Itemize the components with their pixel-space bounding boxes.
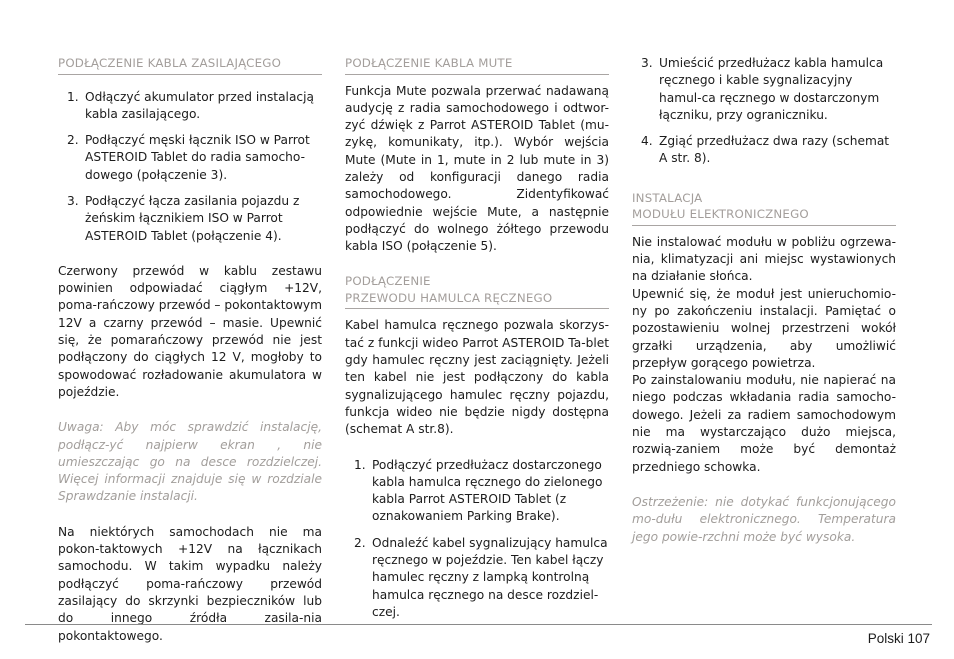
heading-mute-cable-text: PODŁĄCZENIE KABLA MUTE [345, 56, 513, 70]
list-item [632, 55, 896, 124]
heading-mute-cable [345, 55, 609, 75]
step-text: Podłączyć męski łącznik ISO w Parrot ASTEROID Tablet do radia samocho-dowego (połączenie 3). [85, 133, 310, 182]
step-number: 4. [641, 134, 653, 149]
mute-paragraph: Funkcja Mute pozwala przerwać nadawaną audycję z radia samochodowego i odtwor-zyć dźwięk z Parrot ASTEROID Tablet (mu-zykę, komunikaty, itp.). Wybór wejścia Mute (Mute in 1, mute in 2 lub mute in 3) zależy od konfiguracji danego radia samochodowego. Zidentyfikować odpowiednie wejście Mute, a następnie podłączyć do wolnego żółtego przewodu kabla ISO (połączenie 5). [345, 83, 609, 254]
handbrake-steps [345, 457, 609, 622]
step-text: Zgiąć przedłużacz dwa razy (schemat A str. 8). [659, 134, 890, 166]
heading-module-line1: INSTALACJA [632, 190, 703, 205]
module-pressure-paragraph: Po zainstalowaniu modułu, nie napierać na niego podczas wkładania radia samocho-dowego. Jeżeli za radiem samochodowym nie ma wystarczająco dużo miejsca, rozwią-zaniem może być demontaż przedniego schowka. [632, 373, 896, 474]
step-number: 2. [354, 535, 366, 550]
handbrake-paragraph: Kabel hamulca ręcznego pozwala skorzys-tać z funkcji wideo Parrot ASTEROID Ta-blet gdy hamulec ręczny jest zaciągnięty. Jeżeli ten kabel nie jest podłączony do kabla sygnalizującego hamulec ręczny pojazdu, funkcja wideo nie będzie nigdy dostępna (schemat A str.8). [345, 318, 609, 437]
step-number: 1. [354, 457, 366, 472]
heading-handbrake-line1: PODŁĄCZENIE [345, 274, 431, 289]
footer-divider [25, 624, 932, 625]
column-left [58, 55, 322, 645]
step-number: 2. [67, 133, 79, 148]
step-text: Podłączyć łącza zasilania pojazdu z żeńskim łącznikiem ISO w Parrot ASTEROID Tablet (połączenie 4). [85, 193, 300, 243]
list-item [58, 132, 322, 184]
module-warning-note: Ostrzeżenie: nie dotykać funkcjonującego mo-dułu elektronicznego. Temperatura jego powie-rzchni może być wysoka. [632, 494, 896, 544]
list-item [345, 535, 609, 621]
heading-module-install [632, 190, 896, 226]
ignition-paragraph: Na niektórych samochodach nie ma pokon-taktowych +12V na łącznikach samochodu. W takim wypadku należy podłączyć poma-rańczowy przewód zasilający do skrzynki bezpieczników lub do innego źródła zasila-nia pokontaktowego. [58, 524, 322, 643]
list-item [345, 457, 609, 526]
power-wire-paragraph: Czerwony przewód w kablu zestawu powinien odpowiadać ciągłym +12V, poma-rańczowy przewód – pokontaktowym 12V a czarny przewód – masie. Upewnić się, że pomarańczowy przewód nie jest podłączony do ciągłych 12 V, mogłoby to spowodować rozładowanie akumulatora w pojeździe. [58, 263, 322, 399]
list-item [58, 193, 322, 245]
heading-handbrake-line2: PRZEWODU HAMULCA RĘCZNEGO [345, 290, 553, 305]
step-number: 3. [67, 193, 79, 208]
column-right [632, 55, 896, 564]
power-cable-steps [58, 89, 322, 245]
handbrake-steps-continued [632, 55, 896, 168]
list-item [58, 89, 322, 124]
heading-handbrake [345, 273, 609, 309]
step-number: 3. [641, 56, 653, 70]
step-number: 1. [67, 89, 79, 104]
step-text: Odłączyć akumulator przed instalacją kabla zasilającego. [85, 89, 314, 121]
module-location-paragraph: Nie instalować modułu w pobliżu ogrzewa-nia, klimatyzacji ani miejsc wystawionych na działanie słońca. [632, 234, 896, 284]
heading-power-cable-text: PODŁĄCZENIE KABLA ZASILAJĄCEGO [58, 56, 282, 70]
install-check-note: Uwaga: Aby móc sprawdzić instalację, podłącz-yć najpierw ekran , nie umieszczając go na desce rozdzielczej. Więcej informacji znajduje się w rozdziale Sprawdzanie instalacji. [58, 420, 322, 504]
step-text: Odnaleźć kabel sygnalizujący hamulca ręcznego w pojeździe. Ten kabel łączy hamulec ręczny z lampką kontrolną hamulca ręcznego na desce rozdziel-czej. [372, 535, 608, 619]
step-text: Umieścić przedłużacz kabla hamulca ręcznego i kable sygnalizacyjny hamul-ca ręcznego w dostarczonym łączniku, przy ograniczniku. [659, 56, 884, 122]
list-item [632, 133, 896, 168]
page-number: Polski 107 [867, 631, 930, 646]
module-fix-paragraph: Upewnić się, że moduł jest unieruchomio-ny po zakończeniu instalacji. Pamiętać o pozostawieniu wolnej przestrzeni wokół grzałki urządzenia, aby umożliwić przepływ gorącego powietrza. [632, 286, 896, 370]
heading-module-line2: MODUŁU ELEKTRONICZNEGO [632, 207, 809, 222]
column-middle [345, 55, 609, 639]
heading-power-cable [58, 55, 322, 75]
step-text: Podłączyć przedłużacz dostarczonego kabla hamulca ręcznego do zielonego kabla Parrot ASTEROID Tablet (z oznakowaniem Parking Brake). [372, 457, 603, 524]
